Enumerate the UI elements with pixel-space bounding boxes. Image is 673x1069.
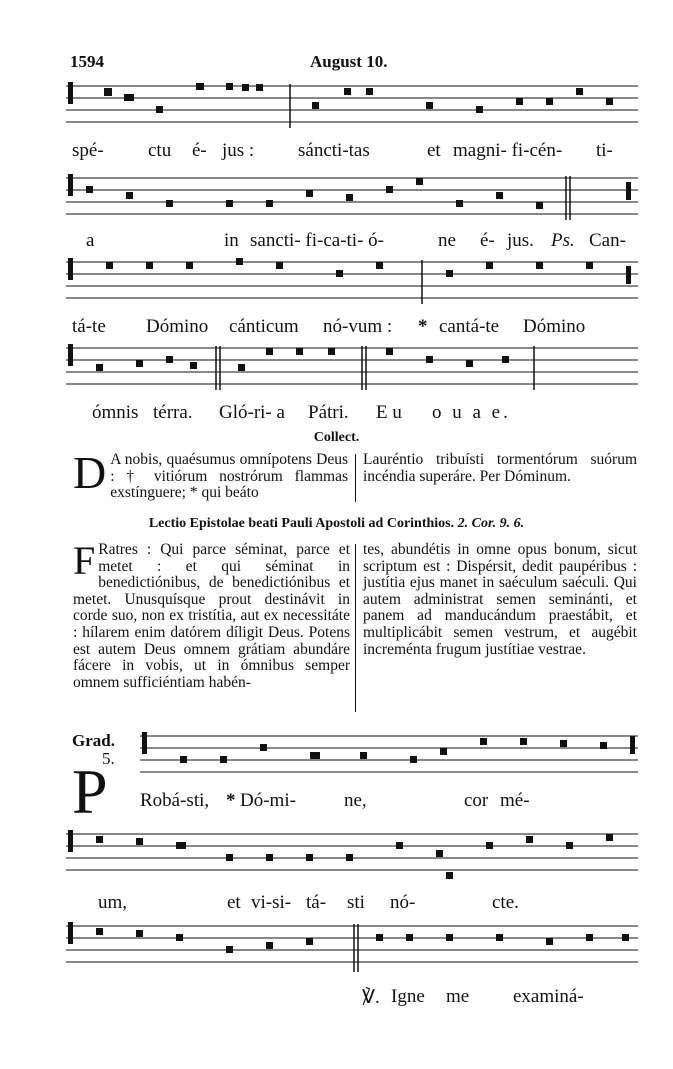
column-divider — [355, 544, 356, 712]
drop-initial: D — [73, 447, 107, 498]
music-staff — [140, 730, 638, 782]
lyric: ctu — [148, 140, 172, 161]
lyric: a — [86, 230, 95, 251]
lyric: Ps. — [551, 230, 575, 251]
epistle-heading: Lectio Epistolae beati Pauli Apostoli ad Corinthios. — [148, 516, 455, 531]
lyric: o u a e. — [432, 402, 511, 423]
drop-initial: F — [73, 538, 96, 583]
music-staff — [66, 80, 638, 132]
lyric: examiná- — [513, 986, 584, 1007]
music-staff — [66, 828, 638, 884]
music-staff — [66, 256, 638, 308]
epistle-left-column — [73, 538, 350, 691]
gradual-label: Grad. — [72, 731, 115, 750]
collect-text-right: Lauréntio tribuísti tormentórum suórum incéndia superáre. Per Dóminum. — [363, 451, 637, 485]
column-divider — [355, 454, 356, 502]
lyric: E u — [376, 402, 402, 423]
lyric: magni- fi-cén- — [453, 140, 563, 161]
lyric: Gló-ri- a — [219, 402, 285, 423]
lyric: tá- — [306, 892, 327, 913]
lyric: spé- — [72, 140, 104, 161]
lyric: um, — [98, 892, 128, 913]
collect-right-column — [363, 452, 637, 485]
epistle-text-left: Ratres : Qui parce séminat, parce et metet : et qui séminat in benedictiónibus, de benedictiónibus et metet. Unusquísque prout destinávit in corde suo, non ex tristítia, aut ex necessitáte : hílarem enim datórem díligit Deus. Potens est autem Deus omnem grátiam abundáre fácere in vobis, ut in ómnibus semper omnem sufficiéntiam habén- — [73, 541, 350, 691]
epistle-heading-line — [0, 516, 673, 532]
epistle-right-column — [363, 542, 637, 658]
lyric: tá-te — [72, 316, 106, 337]
lyric: cte. — [492, 892, 519, 913]
lyric: * — [418, 316, 428, 337]
music-staff — [66, 920, 638, 976]
lyric: cantá-te — [439, 316, 500, 337]
lyric: ℣. — [362, 987, 380, 1008]
collect-left-column — [73, 447, 348, 502]
lyric: ne — [438, 230, 456, 251]
lyric: sancti- fi-ca-ti- ó- — [250, 230, 384, 251]
lyric: ti- — [596, 140, 613, 161]
page-number: 1594 — [70, 52, 104, 71]
lyric: et — [427, 140, 441, 161]
lyric: Dó-mi- — [240, 790, 296, 811]
lyric: é- — [480, 230, 495, 251]
lyric: * — [226, 790, 236, 811]
lyric: sáncti-tas — [298, 140, 370, 161]
epistle-text-right: tes, abundétis in omne opus bonum, sicut scriptum est : Dispérsit, dedit paupéribus : justítia ejus manet in saéculum saéculi. Qui autem administrat semen seminánti, et panem ad manducándum praestábit, et multiplicábit semen vestrum, et augébit increménta frugum justítiae vestrae. — [363, 541, 637, 658]
lyric: Robá-sti, — [140, 790, 210, 811]
gradual-mode: 5. — [102, 749, 115, 768]
lyric: vi-si- — [251, 892, 292, 913]
lyric: ne, — [344, 790, 367, 811]
page-date: August 10. — [310, 52, 388, 71]
lyric: cánticum — [229, 316, 299, 337]
gradual-initial: P — [72, 756, 108, 827]
lyric: Dómino — [523, 316, 586, 337]
lyric: in — [224, 230, 239, 251]
lyric: Dómino — [146, 316, 209, 337]
lyric: nó- — [390, 892, 416, 913]
music-staff — [66, 342, 638, 394]
lyric: nó-vum : — [323, 316, 393, 337]
epistle-reference: 2. Cor. 9. 6. — [457, 516, 525, 531]
collect-text-left: A nobis, quaésumus omnípotens Deus : † vitiórum nostrórum flammas exstínguere; * qui beáto — [110, 451, 348, 502]
lyric: térra. — [153, 402, 193, 423]
lyric: mé- — [500, 790, 530, 811]
lyric: cor — [464, 790, 489, 811]
music-staff — [66, 172, 638, 224]
lyric: ómnis — [92, 402, 139, 423]
collect-heading: Collect. — [313, 430, 360, 445]
lyric: sti — [347, 892, 365, 913]
lyric: et — [227, 892, 241, 913]
lyric: Can- — [589, 230, 626, 251]
lyric: jus. — [507, 230, 534, 251]
lyric: Igne — [391, 986, 425, 1007]
lyric: me — [446, 986, 470, 1007]
lyric: é- — [192, 140, 207, 161]
lyric: jus : — [222, 140, 255, 161]
lyric: Pátri. — [308, 402, 349, 423]
